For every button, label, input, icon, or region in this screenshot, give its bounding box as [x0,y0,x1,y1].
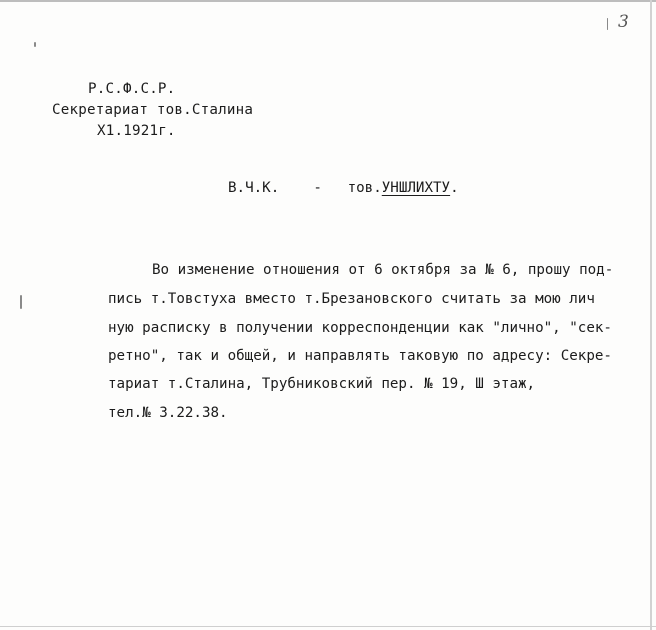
body-line: ную расписку в получении корреспонденции как "лично", "сек- [108,320,612,336]
header-date: Х1.1921г. [97,123,176,139]
addressee-org: В.Ч.К. [228,180,280,196]
addressee-surname: УНШЛИХТУ [381,180,451,196]
scan-edge-bottom [0,626,656,627]
addressee-prefix: тов. [347,180,382,196]
scan-edge-top [0,0,656,2]
body-line: ретно", так и общей, и направлять таковую по адресу: Секре- [108,348,612,364]
addressee-dash: - [313,180,322,196]
body-line: пись т.Товстуха вместо т.Брезановского считать за мою лич [108,291,595,307]
body-line: Во изменение отношения от 6 октября за № 6, прошу под- [152,262,614,278]
header-org: Р.С.Ф.С.Р. [88,81,176,97]
body-line: тариат т.Сталина, Трубниковский пер. № 19, Ш этаж, [108,376,536,392]
addressee-line [228,180,459,196]
addressee-period: . [450,180,459,196]
body-line: тел.№ 3.22.38. [108,405,228,421]
page-number: 3 [618,12,629,32]
scan-speck [607,18,608,30]
scan-speck [34,42,36,47]
scan-edge-right [650,0,652,630]
scan-speck [20,295,22,309]
header-office: Секретариат тов.Сталина [52,102,254,118]
